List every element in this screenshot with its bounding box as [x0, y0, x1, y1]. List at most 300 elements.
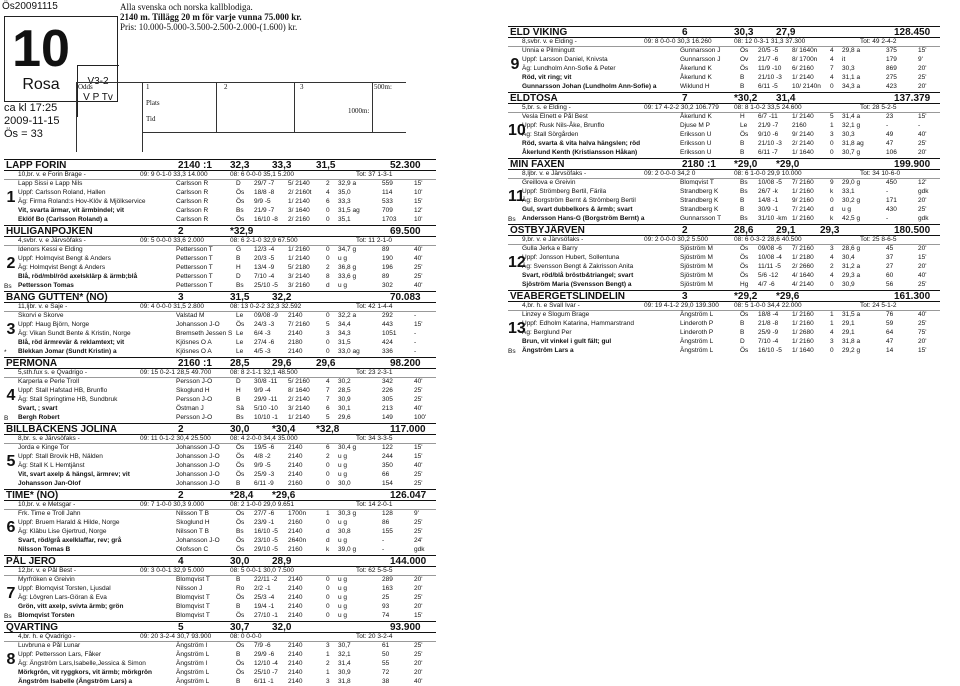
start-record-line — [4, 576, 436, 585]
driver-name: Ängström L — [680, 311, 714, 318]
start-number: 1 — [6, 189, 16, 206]
start-record-line — [4, 330, 436, 339]
placing: 1 — [326, 510, 330, 517]
entry-detail: Uppf: Strömberg Bertil, Färila — [522, 188, 607, 195]
race-time: 30,2 g — [842, 197, 861, 204]
placing: 0 — [326, 255, 330, 262]
track-code: Ös — [740, 254, 749, 261]
race-distance: 1700n — [288, 510, 307, 517]
entry-detail: Lapp Sissi e Lapp Nils — [18, 180, 83, 187]
race-prize: 25' — [918, 140, 927, 147]
start-record-line — [4, 510, 436, 519]
track-code: B — [740, 329, 745, 336]
driver-name: Carlsson R — [176, 216, 209, 223]
entry-detail: Blå, röd/mbl/röd axelsklärp & ärmb;blå — [18, 273, 138, 280]
race-prize: 20' — [414, 603, 423, 610]
race-prize: gdk — [414, 546, 425, 553]
horse-meta-row — [508, 104, 940, 113]
track-code: Ös — [236, 510, 245, 517]
record-2: *29,0 — [776, 159, 800, 170]
race-date: 6/11 -7 — [758, 149, 778, 156]
race-date: 9/9 -5 — [254, 198, 271, 205]
placing: 3 — [830, 245, 834, 252]
prev-season-stats: 08: 8 1-0-2 33,5 24.600 — [734, 104, 802, 111]
race-odds: 375 — [886, 47, 897, 54]
race-time: u g — [338, 576, 348, 583]
entry-detail: Äg: Berglund Per — [522, 329, 572, 336]
race-odds: 93 — [382, 603, 390, 610]
start-record-line — [4, 519, 436, 528]
start-record-line — [508, 320, 940, 329]
race-date: 11/11 -5 — [758, 263, 781, 270]
total-stats: Tot: 49 2-4-2 — [860, 38, 897, 45]
race-distance: 2160 — [288, 519, 303, 526]
race-time: u g — [338, 453, 348, 460]
horse-name: ÖSTBYJÄRVEN — [510, 225, 585, 236]
horse-name: TIME* (NO) — [6, 490, 59, 501]
race-desc-line-2: 2140 m. Tillägg 20 m för varje vunna 75.000 kr. — [120, 12, 302, 22]
race-date: 30/9 -1 — [758, 206, 779, 213]
horse-name-row — [508, 158, 940, 170]
driver-name: Blomqvist T — [176, 612, 210, 619]
race-time: u g — [338, 462, 348, 469]
track-name: Rosa — [22, 76, 60, 93]
horse-entry — [508, 26, 940, 92]
record-3: 29,6 — [316, 358, 336, 369]
track-code: H — [236, 387, 241, 394]
horse-name-row — [508, 92, 940, 104]
record-1: *28,4 — [230, 490, 254, 501]
race-date: 21/10 -3 — [758, 140, 782, 147]
placing: 0 — [326, 462, 330, 469]
entry-detail: Linzey e Slogum Brage — [522, 311, 590, 318]
race-odds: 350 — [382, 462, 393, 469]
race-odds: 61 — [382, 642, 390, 649]
horse-name: BANG GUTTEN* (NO) — [6, 292, 108, 303]
driver-name: Skoglund H — [176, 387, 210, 394]
race-odds: - — [382, 546, 385, 553]
track-code: Ös — [236, 216, 245, 223]
race-time: 30,9 — [338, 396, 351, 403]
record-2: 27,9 — [776, 27, 796, 38]
horse-name-row — [4, 423, 436, 435]
entry-detail: Pettersson Tomas — [18, 282, 74, 289]
start-record-line — [508, 347, 940, 356]
prize-money: 126.047 — [390, 490, 427, 501]
race-prize: 15' — [918, 47, 927, 54]
entry-detail: Röd, svarta & vita halva hängslen; röd — [522, 140, 641, 147]
race-date: 13/4 -9 — [254, 264, 275, 271]
race-distance: 2180 — [288, 339, 303, 346]
start-record-line — [508, 56, 940, 65]
race-distance: 2140 — [288, 348, 303, 355]
horse-meta-row — [4, 435, 436, 444]
start-record-line — [508, 65, 940, 74]
placing: 9 — [830, 179, 834, 186]
driver-name: Bremseth Jessen S — [176, 330, 233, 337]
race-distance: 2/ 2160t — [288, 189, 312, 196]
track-code: B — [740, 149, 745, 156]
placing: 8 — [326, 273, 330, 280]
driver-name: Valstad M — [176, 312, 205, 319]
race-distance: 3/ 2160 — [288, 282, 310, 289]
start-position: 7 — [682, 93, 688, 104]
race-date: 21/8 -8 — [758, 320, 779, 327]
race-time: 33,1 — [842, 188, 855, 195]
track-code: Bs — [236, 207, 244, 214]
record-2: *29,6 — [272, 490, 296, 501]
horse-origin: 5,sth.fux s. e Qvadrigo - — [18, 369, 88, 376]
start-record-line — [4, 246, 436, 255]
horse-entry — [4, 423, 436, 489]
track-code: Ös — [740, 347, 749, 354]
track-code: B — [740, 206, 745, 213]
race-odds: 38 — [382, 678, 390, 685]
horse-entry — [4, 357, 436, 423]
race-date: 9/10 -6 — [758, 131, 779, 138]
prize-money: 199.900 — [894, 159, 931, 170]
driver-name: Persson J-O — [176, 414, 213, 421]
driver-name: Ängström I — [176, 642, 208, 649]
race-date: 19/4 -1 — [254, 603, 275, 610]
race-odds: 128 — [382, 510, 393, 517]
race-prize: 9' — [918, 56, 923, 63]
entry-detail: Myrfröken e Greivin — [18, 576, 75, 583]
start-number: 3 — [6, 321, 16, 338]
record-3: *32,8 — [316, 424, 340, 435]
driver-name: Johansson J-O — [176, 471, 220, 478]
race-date: 25/9 -9 — [758, 329, 779, 336]
race-time: u g — [842, 206, 852, 213]
race-date: 6/7 -11 — [758, 113, 778, 120]
season-stats: 09: 3 0-0-1 32,9 5.000 — [140, 567, 204, 574]
season-stats: 09: 7 1-0-0 30,3 9.000 — [140, 501, 204, 508]
start-record-line — [4, 462, 436, 471]
record-2: 29,6 — [272, 358, 292, 369]
track-code: B — [236, 480, 241, 487]
prev-season-stats: 08: 4 2-0-0 34,4 35.000 — [230, 435, 298, 442]
entry-detail: Uppf: Stall Hafstad HB, Brunflo — [18, 387, 108, 394]
track-code: D — [236, 180, 241, 187]
track-code: Ov — [740, 56, 749, 63]
entry-detail: Äg: Holmqvist Bengt & Anders — [18, 264, 106, 271]
race-prize: 40' — [918, 311, 927, 318]
start-record-line — [508, 74, 940, 83]
race-time: 33,6 g — [338, 273, 357, 280]
track-code: B — [236, 678, 241, 685]
track-code: Sä — [236, 405, 244, 412]
horse-meta-row — [4, 567, 436, 576]
race-date: 18/8 -8 — [254, 189, 275, 196]
race-prize: 100' — [414, 414, 427, 421]
driver-name: Åkerlund K — [680, 113, 712, 120]
race-odds: 37 — [886, 254, 894, 261]
divider — [77, 65, 119, 66]
start-record-line — [508, 338, 940, 347]
start-record-line — [4, 348, 436, 357]
horse-origin: 9,br. v. e Järvsöfaks - — [522, 236, 584, 243]
race-time: 29,3 a — [842, 272, 861, 279]
track-code: Ös — [236, 471, 245, 478]
race-odds: 533 — [382, 198, 393, 205]
record-2: *30,4 — [272, 424, 296, 435]
placing: 5 — [830, 113, 834, 120]
race-odds: 423 — [886, 83, 897, 90]
track-code: Ös — [236, 546, 245, 553]
start-record-line — [4, 264, 436, 273]
start-record-line — [4, 273, 436, 282]
race-time: 29,0 g — [842, 179, 861, 186]
placing: 4 — [830, 329, 834, 336]
placing: 2 — [326, 180, 330, 187]
race-distance: 8/ 1700n — [792, 56, 818, 63]
plats-label: Plats — [146, 99, 160, 107]
record-3: 31,5 — [316, 160, 336, 171]
race-distance: 2/ 2660 — [792, 263, 814, 270]
driver-name: Pettersson T — [176, 246, 213, 253]
race-odds: 450 — [886, 179, 897, 186]
placing: 1 — [326, 669, 330, 676]
start-record-line — [4, 198, 436, 207]
track-code: Ös — [236, 642, 245, 649]
season-stats: 09: 2 0-0-0 30,2 5.500 — [644, 236, 708, 243]
race-date: 18/8 -4 — [758, 311, 779, 318]
race-distance: 5/ 2180 — [288, 264, 310, 271]
entry-detail: Uppf: Rusk Nils-Åke, Brunflo — [522, 122, 605, 129]
driver-name: Ängström L — [176, 651, 210, 658]
prev-season-stats: 08: 6 2-1-0 32,9 67.500 — [230, 237, 298, 244]
race-odds: - — [382, 537, 385, 544]
driver-name: Ängström L — [680, 347, 714, 354]
race-time: 39,0 g — [338, 546, 357, 553]
driver-name: Blomqvist T — [176, 594, 210, 601]
start-record-line — [508, 215, 940, 224]
horse-name: PERMONA — [6, 358, 58, 369]
placing: 2 — [326, 264, 330, 271]
driver-name: Eriksson U — [680, 149, 712, 156]
prize-money: 161.300 — [894, 291, 931, 302]
season-stats: 09: 20 3-2-4 30,7 93.900 — [140, 633, 212, 640]
track-code: Bs — [236, 282, 244, 289]
race-odds: 275 — [886, 74, 897, 81]
race-prize: 15' — [414, 321, 423, 328]
entry-detail: Uppf: Holmqvist Bengt & Anders — [18, 255, 111, 262]
race-date: 25/9 -3 — [254, 471, 275, 478]
placing: 4 — [830, 272, 834, 279]
race-distance: 1/ 2140 — [792, 74, 814, 81]
race-prize: 20' — [918, 149, 927, 156]
start-number: 11 — [508, 188, 525, 205]
record-1: 30,0 — [230, 556, 250, 567]
start-record-line — [4, 321, 436, 330]
race-odds: 55 — [382, 660, 390, 667]
race-odds: 559 — [382, 180, 393, 187]
horse-origin: 4,br. h. e Svall Ivar - — [522, 302, 580, 309]
race-odds: 47 — [886, 140, 894, 147]
season-stats: 09: 8 0-0-0 30,3 16.260 — [644, 38, 712, 45]
race-date: 30/8 -11 — [254, 378, 278, 385]
race-date: 14/8 -1 — [758, 197, 779, 204]
race-date: 9/9 -4 — [254, 387, 271, 394]
track-code: Ös — [236, 321, 245, 328]
record-2: 32,0 — [272, 622, 292, 633]
start-record-line — [4, 471, 436, 480]
horse-entry — [4, 555, 436, 621]
entry-detail: Grön, vitt axelp, svivta ärmb; grön — [18, 603, 124, 610]
race-prize: 15' — [414, 453, 423, 460]
prev-season-stats: 08: 6 0-0-0 35,1 5.200 — [230, 171, 294, 178]
race-distance: 1/ 2140 — [288, 414, 310, 421]
race-distance: 2140 — [288, 330, 303, 337]
race-time: 29,2 g — [842, 347, 861, 354]
placing: 7 — [326, 396, 330, 403]
race-distance: 1/ 2680 — [792, 329, 814, 336]
start-record-line — [508, 188, 940, 197]
prev-season-stats: 08: 0 0-0-0 — [230, 633, 262, 640]
race-prize: 40' — [414, 282, 423, 289]
entry-detail: Åkerlund Kenth (Kristiansson Håkan) — [522, 149, 638, 156]
race-time: 30,9 — [338, 669, 351, 676]
placing: d — [326, 528, 330, 535]
track-code: Ro — [236, 585, 245, 592]
entry-detail: Äg: Firma Roland:s Hov-Klöv & Mjölkservice — [18, 198, 146, 205]
start-record-line — [4, 678, 436, 686]
driver-name: Carlsson R — [176, 198, 209, 205]
track-code: B — [740, 140, 745, 147]
race-odds: 190 — [382, 255, 393, 262]
race-prize: 25' — [414, 480, 423, 487]
track-code: Le — [236, 312, 244, 319]
track-code: H — [740, 113, 745, 120]
shoe-marker: Bs — [4, 613, 12, 620]
race-prize: 20' — [918, 338, 927, 345]
start-record-line — [508, 254, 940, 263]
horse-meta-row — [4, 237, 436, 246]
start-record-line — [508, 149, 940, 158]
race-distance: 10/ 2140n — [792, 83, 821, 90]
race-odds: 179 — [886, 56, 897, 63]
start-number: 4 — [6, 387, 16, 404]
race-odds: 302 — [382, 282, 393, 289]
placing: 3 — [326, 330, 330, 337]
race-distance: 7/ 2140 — [792, 206, 814, 213]
placing: 7 — [830, 65, 834, 72]
track-code: Le — [236, 339, 244, 346]
race-time: 29,8 a — [842, 47, 861, 54]
start-record-line — [4, 339, 436, 348]
race-odds: 196 — [382, 264, 393, 271]
entry-detail: Karperla e Perle Troll — [18, 378, 80, 385]
entry-detail: Brun, vit vinkel i gult fält; gul — [522, 338, 612, 345]
race-time: 28,5 — [338, 387, 351, 394]
race-distance: 5/ 2160 — [288, 378, 310, 385]
entry-detail: Äg: Stall Sörgården — [522, 131, 579, 138]
driver-name: Åkerlund K — [680, 74, 712, 81]
entry-detail: Blå, röd ärmrevär & reklamtext; vit — [18, 339, 125, 346]
placing: 4 — [830, 74, 834, 81]
horse-name: MIN FAXEN — [510, 159, 565, 170]
record-1: 30,3 — [734, 27, 754, 38]
entry-detail: Eklöf Bo (Carlsson Roland) a — [18, 216, 108, 223]
race-prize: 15' — [414, 180, 423, 187]
driver-name: Strandberg K — [680, 197, 719, 204]
horse-origin: 4,svbr. v. e Järvsöfaks - — [18, 237, 86, 244]
record-3: 29,3 — [820, 225, 840, 236]
race-time: 31,5 — [338, 339, 351, 346]
prev-season-stats: 08: 6 1-0-0 29,9 10.000 — [734, 170, 802, 177]
race-date: 27/10 -1 — [254, 612, 278, 619]
horse-meta-row — [4, 369, 436, 378]
start-record-line — [508, 272, 940, 281]
race-odds: 106 — [886, 149, 897, 156]
race-distance: 7/ 2160 — [288, 321, 310, 328]
track-code: B — [236, 651, 241, 658]
race-odds: - — [886, 188, 889, 195]
track-code: Ös — [740, 263, 749, 270]
race-date: 2009-11-15 — [4, 115, 60, 127]
race-prize: 25' — [414, 594, 423, 601]
track-code: Ös — [236, 462, 245, 469]
race-prize: - — [414, 348, 417, 355]
race-date: 11/9 -10 — [758, 65, 782, 72]
race-date: 10/08 -5 — [758, 179, 782, 186]
start-record-line — [4, 603, 436, 612]
entry-detail: Äg: Ängström Lars,Isabelle,Jessica & Simon — [18, 660, 146, 667]
track-code: D — [740, 338, 745, 345]
track-code: Ös — [236, 594, 245, 601]
start-position: 2 — [178, 226, 184, 237]
race-distance: 1/ 2160 — [792, 188, 814, 195]
total-stats: Tot: 34 3-3-5 — [356, 435, 393, 442]
race-prize: 15' — [414, 198, 423, 205]
start-record-line — [4, 405, 436, 414]
race-time: 30,9 — [842, 281, 855, 288]
horse-name: ELD VIKING — [510, 27, 568, 38]
track-code: B — [236, 576, 241, 583]
race-distance: 1/ 2160 — [792, 215, 814, 222]
race-date: 4/7 -6 — [758, 281, 775, 288]
race-time: 36,8 g — [338, 264, 357, 271]
race-odds: 114 — [382, 189, 393, 196]
prize-money: 69.500 — [390, 226, 421, 237]
shoe-marker: Bs — [508, 348, 516, 355]
race-distance: 3/ 2140 — [288, 273, 310, 280]
race-prize: 15' — [918, 113, 927, 120]
prize-money: 52.300 — [390, 160, 421, 171]
driver-name: Eriksson U — [680, 140, 712, 147]
start-number: 7 — [6, 585, 16, 602]
race-prize: 9' — [414, 510, 419, 517]
race-distance: 2140 — [288, 612, 303, 619]
total-stats: Tot: 28 5-2-5 — [860, 104, 897, 111]
entry-detail: Svart, ; svart — [18, 405, 58, 412]
driver-name: Johansson J-O — [176, 453, 220, 460]
race-prize: 12' — [414, 207, 423, 214]
entry-detail: Uppf: Blomqvist Torsten, Ljusdal — [18, 585, 111, 592]
race-date: 22/11 -2 — [254, 576, 278, 583]
track-code: B — [740, 74, 745, 81]
prize-money: 93.900 — [390, 622, 421, 633]
entry-detail: Uppf: Carlsson Roland, Hallen — [18, 189, 106, 196]
driver-name: Carlsson R — [176, 180, 209, 187]
race-odds: 149 — [382, 414, 393, 421]
horse-name: ELDTÖSA — [510, 93, 558, 104]
placing: k — [326, 546, 330, 553]
start-record-line — [4, 282, 436, 291]
race-distance: 4/ 2140 — [792, 281, 814, 288]
race-date: 20/3 -5 — [254, 255, 275, 262]
race-date: 29/9 -11 — [254, 396, 278, 403]
